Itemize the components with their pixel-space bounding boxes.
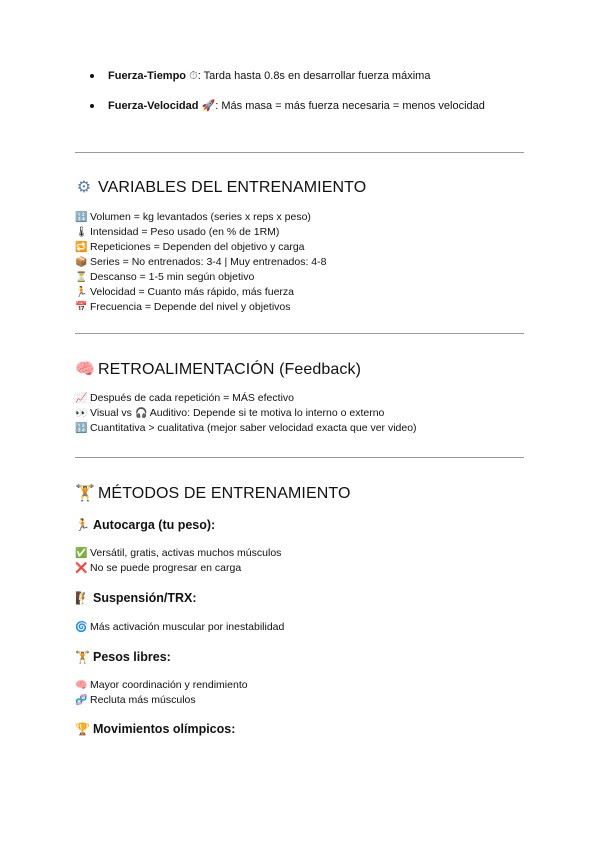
cyclone-icon: 🌀 bbox=[75, 622, 88, 633]
divider bbox=[75, 333, 524, 334]
list-item bbox=[75, 421, 417, 436]
list-item bbox=[75, 391, 417, 406]
item-text: Auditivo: Depende si te motiva lo interno o externo bbox=[149, 407, 385, 419]
subsection-title bbox=[75, 650, 171, 664]
list-item bbox=[75, 693, 248, 708]
bullet-list bbox=[90, 68, 530, 128]
list-item bbox=[75, 240, 327, 255]
runner-icon: 🏃 bbox=[75, 518, 90, 532]
divider bbox=[75, 152, 524, 153]
item-text: Descanso = 1-5 min según objetivo bbox=[90, 271, 255, 283]
item-text: Velocidad = Cuanto más rápido, más fuerza bbox=[90, 286, 294, 298]
repeat-icon: 🔁 bbox=[75, 242, 88, 253]
item-text: Recluta más músculos bbox=[90, 694, 196, 706]
subsection-title bbox=[75, 722, 235, 736]
subsection-title bbox=[75, 591, 196, 605]
dna-icon: 🧬 bbox=[75, 695, 88, 706]
list-item bbox=[90, 98, 530, 114]
chart-up-icon: 📈 bbox=[75, 393, 88, 404]
list-item bbox=[75, 285, 327, 300]
check-icon: ✅ bbox=[75, 548, 88, 559]
numbers-icon: 🔢 bbox=[75, 423, 88, 434]
brain-icon: 🧠 bbox=[75, 361, 96, 378]
rocket-icon: 🚀 bbox=[201, 100, 216, 112]
subsection-title-text: Movimientos olímpicos: bbox=[93, 722, 236, 736]
item-text: Repeticiones = Dependen del objetivo y carga bbox=[90, 241, 305, 253]
item-text: Mayor coordinación y rendimiento bbox=[90, 679, 248, 691]
subsection-title bbox=[75, 518, 215, 532]
list-item bbox=[75, 300, 327, 315]
section-title-feedback bbox=[75, 359, 361, 379]
item-text: No se puede progresar en carga bbox=[90, 562, 242, 574]
list-item bbox=[75, 406, 417, 421]
item-text: Versátil, gratis, activas muchos músculos bbox=[90, 547, 282, 559]
bullet-text: : Tarda hasta 0.8s en desarrollar fuerza máxima bbox=[197, 70, 431, 82]
item-text: Cuantitativa > cualitativa (mejor saber velocidad exacta que ver video) bbox=[90, 422, 417, 434]
item-text: Visual vs bbox=[90, 407, 132, 419]
trophy-icon: 🏆 bbox=[75, 722, 90, 736]
list-item bbox=[75, 678, 248, 693]
bullet-text: : Más masa = más fuerza necesaria = menos velocidad bbox=[215, 100, 485, 112]
stopwatch-icon: ⏱ bbox=[189, 70, 198, 82]
list-item bbox=[75, 620, 284, 635]
weightlifter-icon: 🏋 bbox=[75, 485, 96, 502]
section-title-text: VARIABLES DEL ENTRENAMIENTO bbox=[98, 179, 367, 196]
section-title-methods bbox=[75, 483, 351, 503]
box-icon: 📦 bbox=[75, 257, 88, 268]
runner-icon: 🏃 bbox=[75, 287, 88, 298]
gear-icon: ⚙ bbox=[76, 179, 92, 196]
list-item bbox=[75, 225, 327, 240]
item-text: Después de cada repetición = MÁS efectivo bbox=[90, 392, 294, 404]
cross-icon: ❌ bbox=[75, 563, 88, 574]
bullet-dot bbox=[90, 74, 94, 78]
section-title-variables bbox=[75, 177, 366, 197]
section-title-text: MÉTODOS DE ENTRENAMIENTO bbox=[98, 485, 351, 502]
divider bbox=[75, 457, 524, 458]
list-item bbox=[75, 270, 327, 285]
list-item bbox=[75, 546, 281, 561]
list-item bbox=[75, 255, 327, 270]
feedback-list bbox=[75, 391, 417, 436]
headphones-icon: 🎧 bbox=[135, 408, 148, 419]
brain-icon: 🧠 bbox=[75, 680, 88, 691]
thermometer-icon: 🌡 bbox=[75, 227, 88, 238]
bullet-term: Fuerza-Velocidad bbox=[108, 100, 199, 112]
bullet-term: Fuerza-Tiempo bbox=[108, 70, 187, 82]
calendar-icon: 📅 bbox=[75, 302, 88, 313]
person-icon: 🧗 bbox=[75, 591, 90, 605]
item-text: Frecuencia = Depende del nivel y objetivos bbox=[90, 301, 291, 313]
variables-list bbox=[75, 210, 327, 315]
item-text: Más activación muscular por inestabilidad bbox=[90, 621, 285, 633]
subsection-list bbox=[75, 678, 248, 708]
item-text: Series = No entrenados: 3-4 | Muy entrenados: 4-8 bbox=[90, 256, 327, 268]
subsection-title-text: Autocarga (tu peso): bbox=[93, 518, 216, 532]
weightlifter-icon: 🏋 bbox=[75, 650, 90, 664]
item-text: Intensidad = Peso usado (en % de 1RM) bbox=[90, 226, 280, 238]
subsection-list bbox=[75, 546, 281, 576]
numbers-icon: 🔢 bbox=[75, 212, 88, 223]
bullet-dot bbox=[90, 104, 94, 108]
list-item bbox=[90, 68, 530, 84]
eyes-icon: 👀 bbox=[75, 408, 88, 419]
subsection-title-text: Pesos libres: bbox=[93, 650, 171, 664]
section-title-text: RETROALIMENTACIÓN (Feedback) bbox=[98, 361, 361, 378]
list-item bbox=[75, 561, 281, 576]
list-item bbox=[75, 210, 327, 225]
hourglass-icon: ⏳ bbox=[75, 272, 88, 283]
subsection-list bbox=[75, 620, 284, 635]
item-text: Volumen = kg levantados (series x reps x peso) bbox=[90, 211, 311, 223]
subsection-title-text: Suspensión/TRX: bbox=[93, 591, 197, 605]
